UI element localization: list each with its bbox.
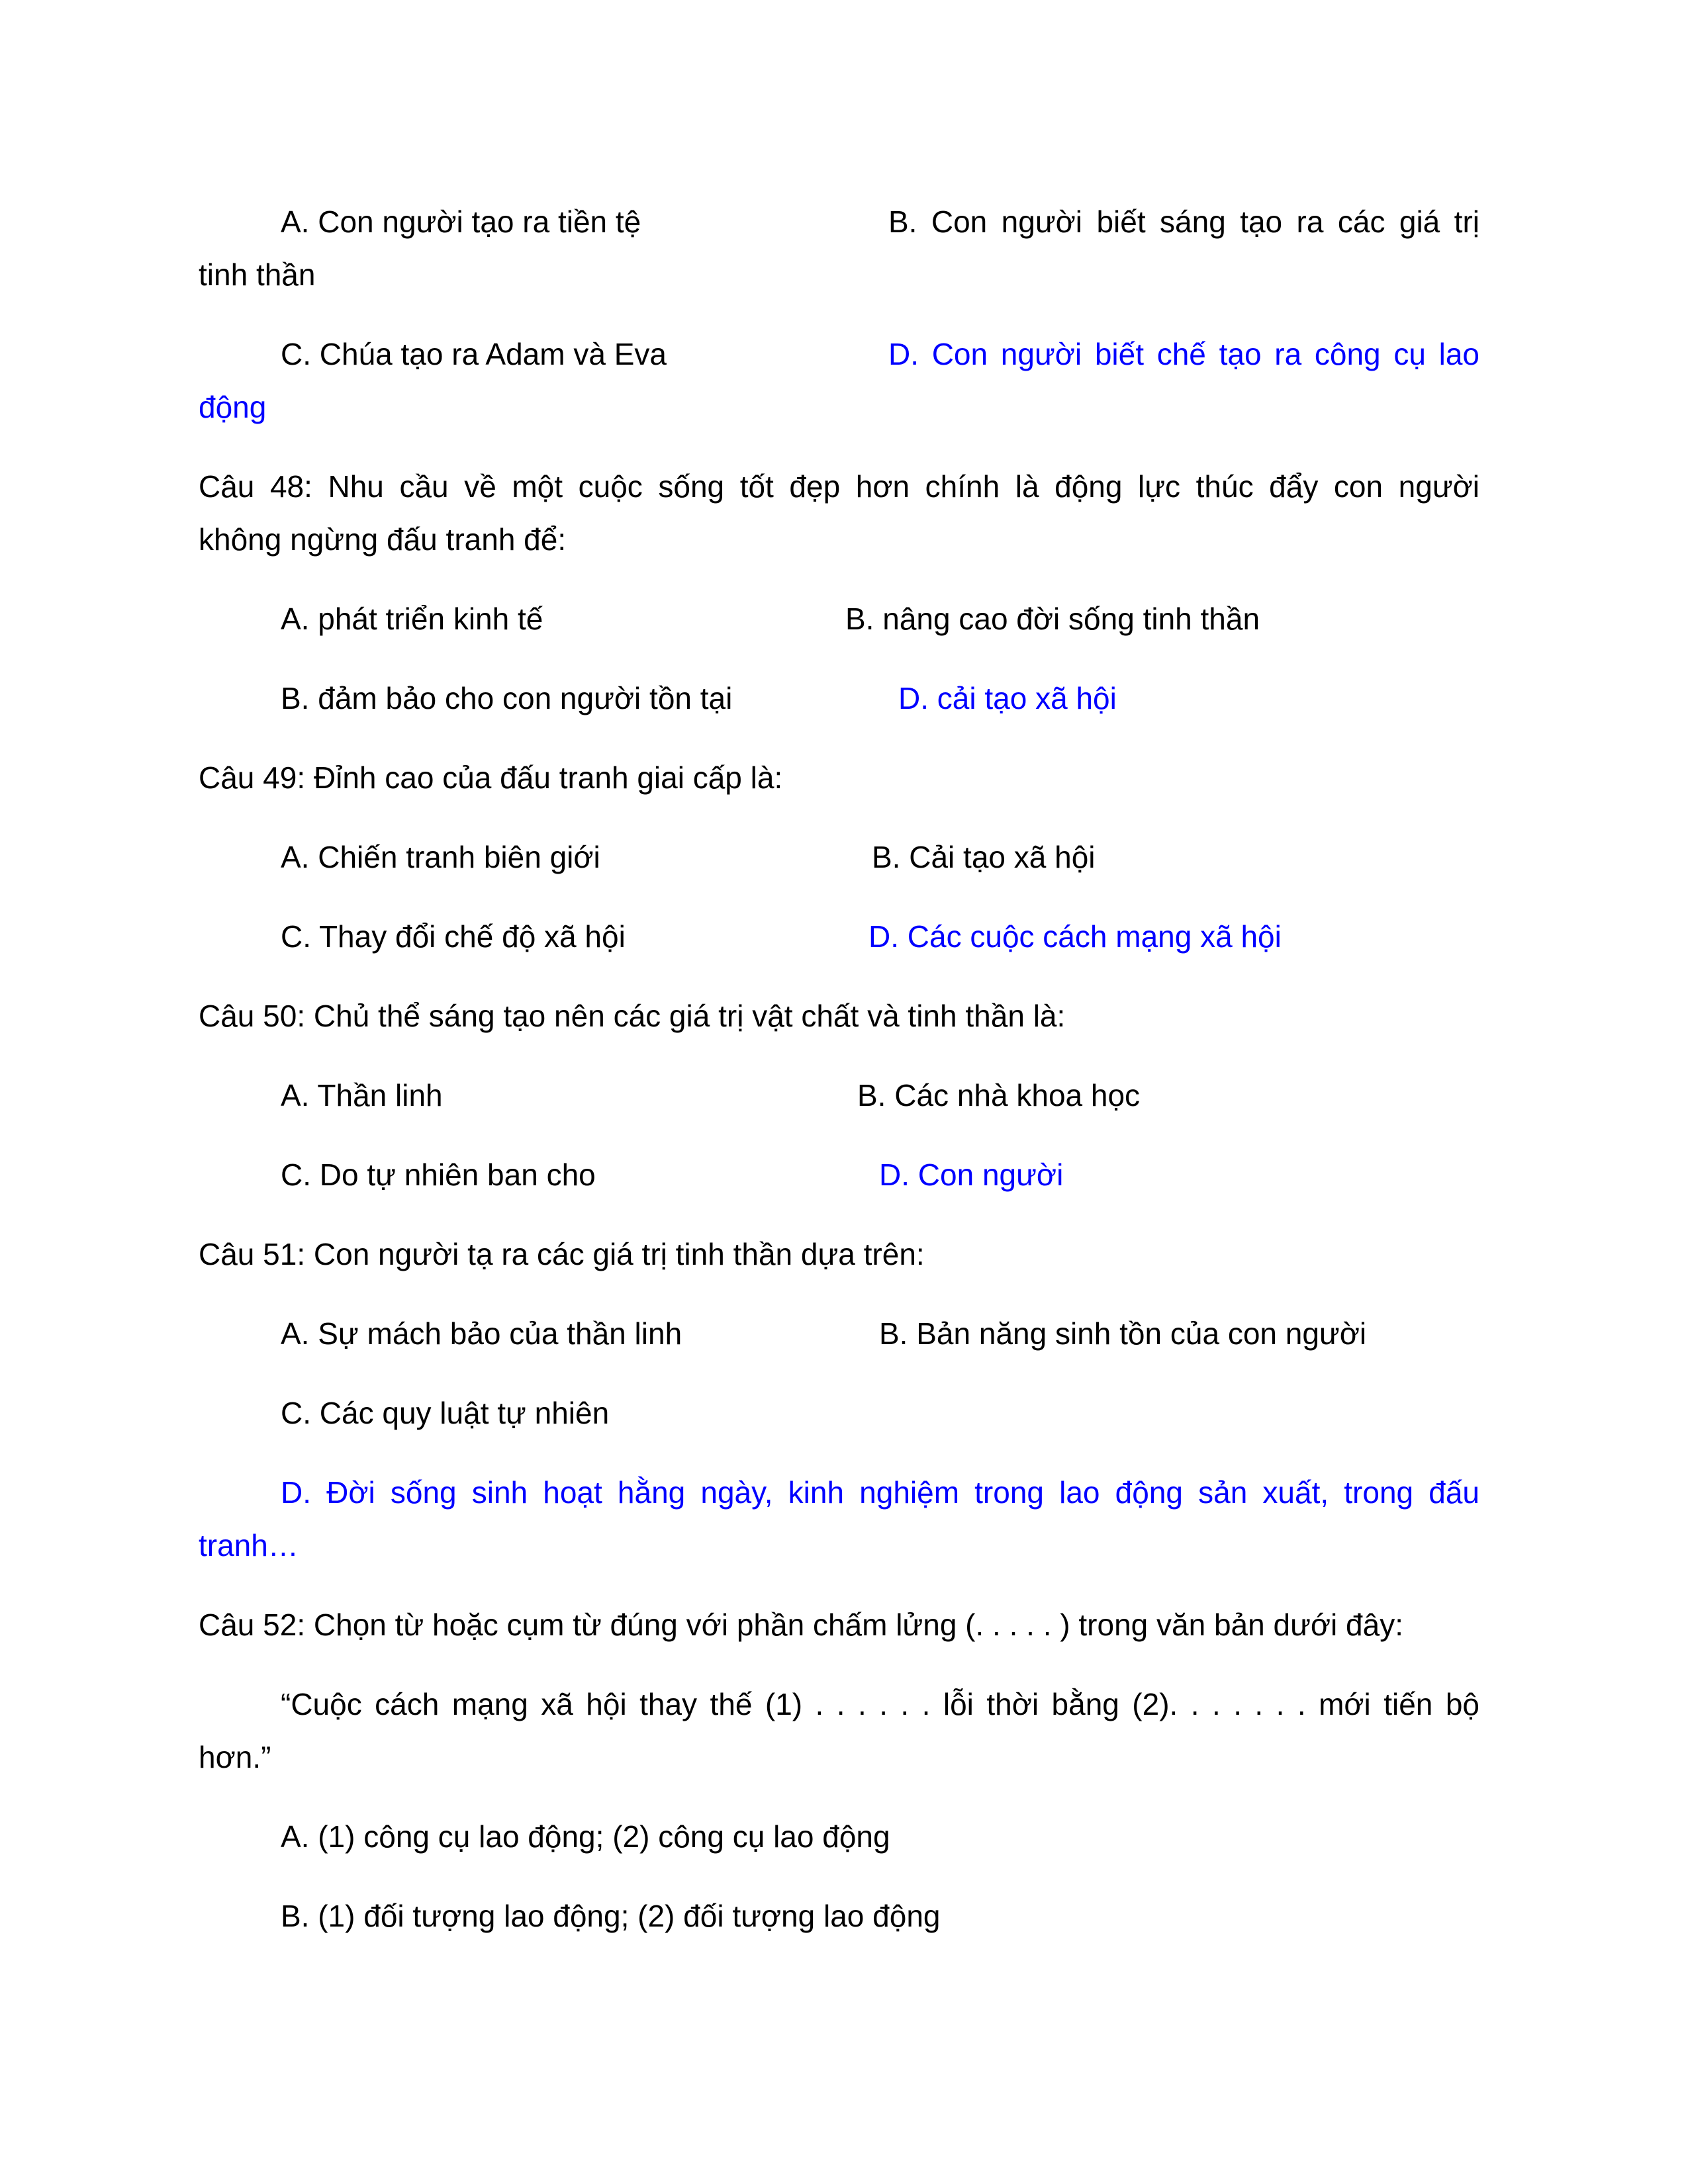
q51-option-d-answer-continued: tranh… [199, 1528, 299, 1563]
q47-option-d-answer: D. Con người biết chế tạo ra công cụ lao [888, 337, 1479, 371]
q52-option-b: B. (1) đối tượng lao động; (2) đối tượng lao động [281, 1899, 941, 1933]
q49-question: Câu 49: Đỉnh cao của đấu tranh giai cấp là: [199, 760, 783, 795]
q48-question-continued: không ngừng đấu tranh để: [199, 522, 567, 557]
q50-option-c: C. Do tự nhiên ban cho [281, 1158, 596, 1192]
q51-option-a: A. Sự mách bảo của thần linh [281, 1316, 682, 1351]
q51-option-b: B. Bản năng sinh tồn của con người [879, 1316, 1367, 1351]
q50-option-b: B. Các nhà khoa học [857, 1078, 1141, 1113]
q49-option-c: C. Thay đổi chế độ xã hội [281, 919, 626, 954]
q49-option-a: A. Chiến tranh biên giới [281, 840, 600, 874]
q52-option-a: A. (1) công cụ lao động; (2) công cụ lao động [281, 1819, 890, 1854]
q47-option-d-answer-continued: động [199, 390, 267, 424]
q48-option-b: B. nâng cao đời sống tinh thần [845, 602, 1260, 636]
q50-option-d-answer: D. Con người [879, 1158, 1064, 1192]
q50-question: Câu 50: Chủ thể sáng tạo nên các giá trị vật chất và tinh thần là: [199, 999, 1066, 1033]
q48-question: Câu 48: Nhu cầu về một cuộc sống tốt đẹp hơn chính là động lực thúc đẩy con người [199, 469, 1479, 504]
q48-option-d-answer: D. cải tạo xã hội [898, 681, 1117, 715]
q50-option-a: A. Thần linh [281, 1078, 443, 1113]
q52-quote-continued: hơn.” [199, 1740, 271, 1774]
q52-quote: “Cuộc cách mạng xã hội thay thế (1) . . . . . . lỗi thời bằng (2). . . . . . . mới tiến bộ [281, 1687, 1479, 1721]
q47-option-b-continued: tinh thần [199, 257, 316, 292]
q51-question: Câu 51: Con người tạ ra các giá trị tinh thần dựa trên: [199, 1237, 925, 1271]
q47-option-a: A. Con người tạo ra tiền tệ [281, 205, 641, 239]
q48-option-c: B. đảm bảo cho con người tồn tại [281, 681, 733, 715]
q52-question: Câu 52: Chọn từ hoặc cụm từ đúng với phần chấm lửng (. . . . . ) trong văn bản dưới đây: [199, 1608, 1403, 1642]
q47-option-c: C. Chúa tạo ra Adam và Eva [281, 337, 667, 371]
q51-option-d-answer: D. Đời sống sinh hoạt hằng ngày, kinh nghiệm trong lao động sản xuất, trong đấu [281, 1475, 1479, 1510]
q48-option-a: A. phát triển kinh tế [281, 602, 543, 636]
q47-option-b: B. Con người biết sáng tạo ra các giá trị [888, 205, 1479, 239]
document-page [199, 0, 1479, 2184]
q51-option-c: C. Các quy luật tự nhiên [281, 1396, 610, 1430]
q49-option-b: B. Cải tạo xã hội [872, 840, 1096, 874]
q49-option-d-answer: D. Các cuộc cách mạng xã hội [868, 919, 1282, 954]
